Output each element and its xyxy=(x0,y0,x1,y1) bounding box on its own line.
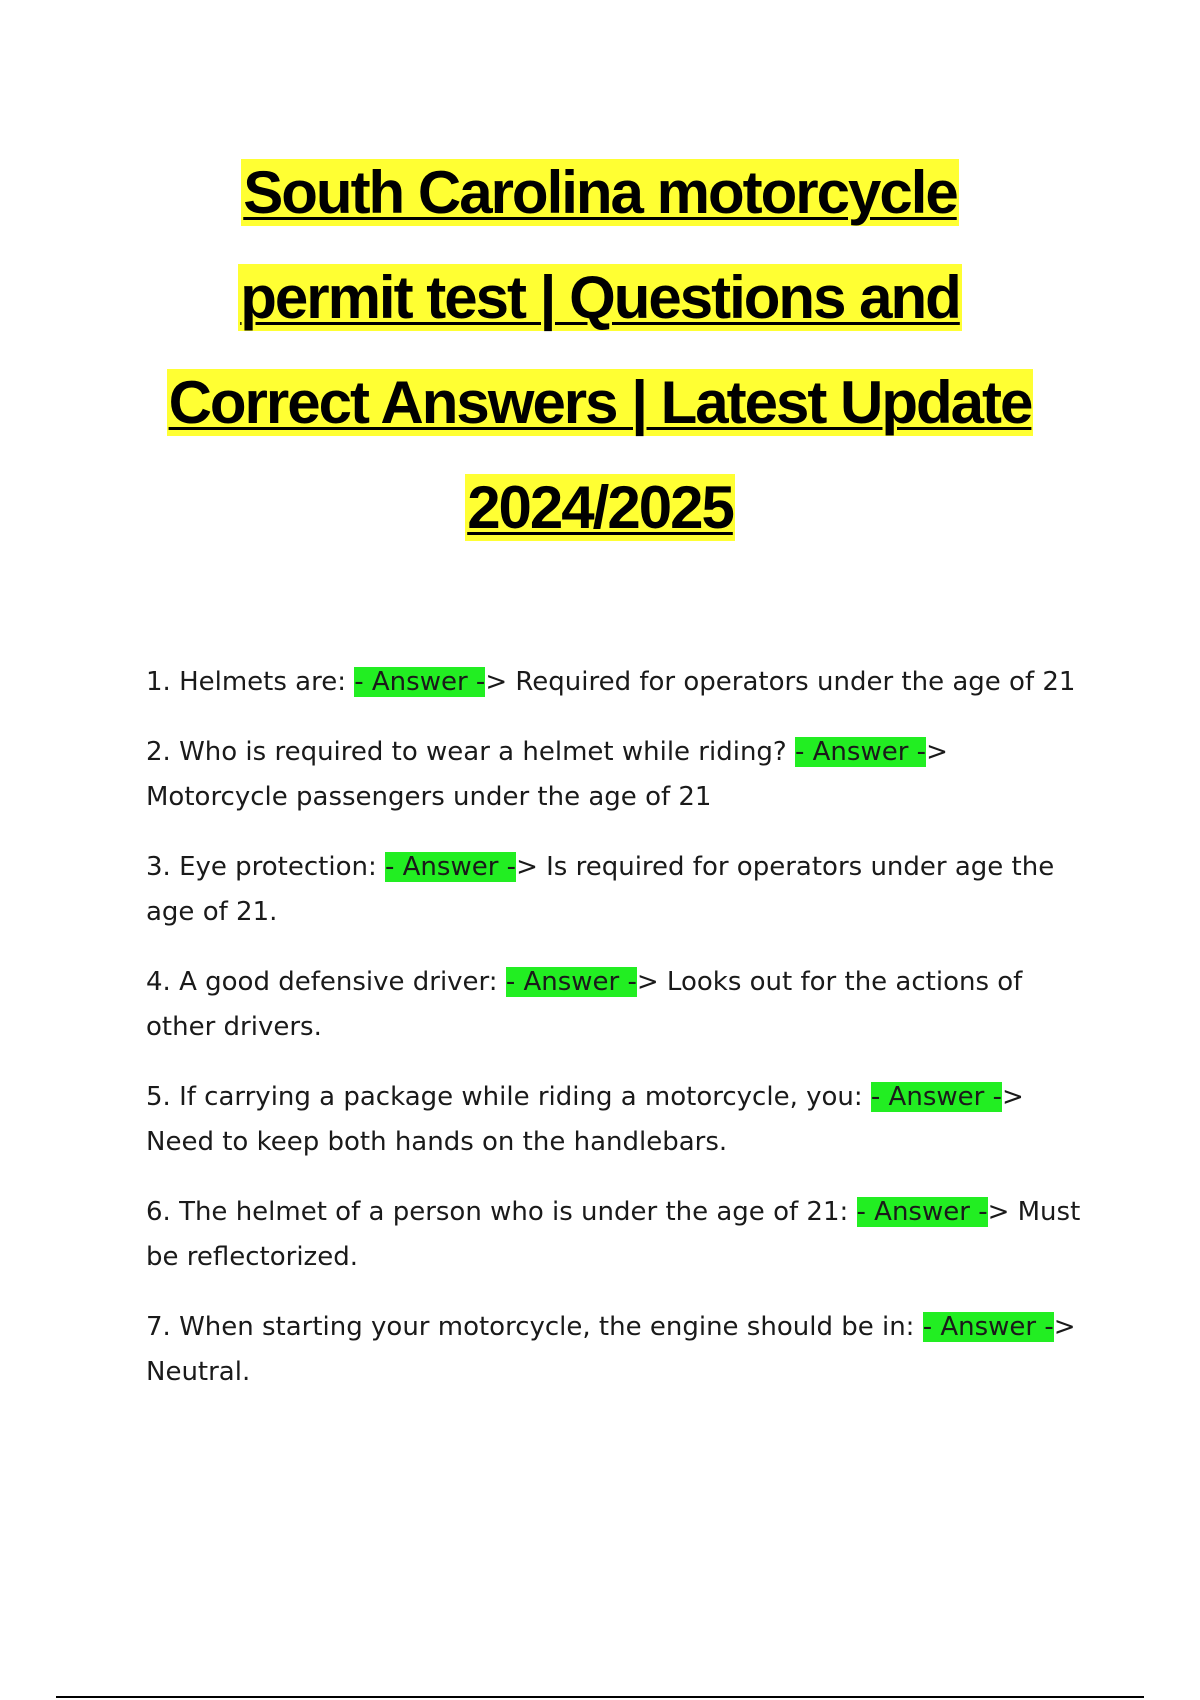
question-text: 7. When starting your motorcycle, the engine should be in: xyxy=(146,1312,923,1342)
answer-text: > Is required for operators under age the age of 21. xyxy=(146,852,1055,927)
question-item xyxy=(146,1075,1086,1165)
answer-highlight: - Answer - xyxy=(856,1197,988,1227)
title-line-text: Correct Answers | Latest Update xyxy=(168,369,1032,436)
answer-text: > Must be reflectorized. xyxy=(146,1197,1081,1272)
question-item xyxy=(146,1190,1086,1280)
question-text: 4. A good defensive driver: xyxy=(146,967,506,997)
question-item xyxy=(146,960,1086,1050)
answer-text: > Neutral. xyxy=(146,1312,1076,1387)
question-item xyxy=(146,1305,1086,1395)
question-item xyxy=(146,730,1086,820)
question-text: 2. Who is required to wear a helmet while riding? xyxy=(146,737,795,767)
document-title xyxy=(0,140,1200,560)
title-line xyxy=(0,245,1200,350)
title-line-text: South Carolina motorcycle xyxy=(243,159,957,226)
answer-text: > Need to keep both hands on the handlebars. xyxy=(146,1082,1024,1157)
title-line-text: 2024/2025 xyxy=(467,474,733,541)
question-text: 3. Eye protection: xyxy=(146,852,385,882)
answer-highlight: - Answer - xyxy=(870,1082,1002,1112)
answer-highlight: - Answer - xyxy=(922,1312,1054,1342)
question-item xyxy=(146,845,1086,935)
question-list xyxy=(146,660,1086,1420)
answer-text: > Motorcycle passengers under the age of 21 xyxy=(146,737,948,812)
answer-highlight: - Answer - xyxy=(354,667,486,697)
question-text: 1. Helmets are: xyxy=(146,667,355,697)
title-line xyxy=(0,140,1200,245)
title-line xyxy=(0,455,1200,560)
question-item xyxy=(146,660,1086,705)
answer-text: > Required for operators under the age of 21 xyxy=(485,667,1076,697)
question-text: 5. If carrying a package while riding a motorcycle, you: xyxy=(146,1082,871,1112)
answer-highlight: - Answer - xyxy=(505,967,637,997)
question-text: 6. The helmet of a person who is under the age of 21: xyxy=(146,1197,857,1227)
title-line-text: permit test | Questions and xyxy=(240,264,960,331)
title-line xyxy=(0,350,1200,455)
answer-highlight: - Answer - xyxy=(385,852,517,882)
answer-highlight: - Answer - xyxy=(795,737,927,767)
footer-divider xyxy=(56,1696,1144,1698)
answer-text: > Looks out for the actions of other drivers. xyxy=(146,967,1023,1042)
